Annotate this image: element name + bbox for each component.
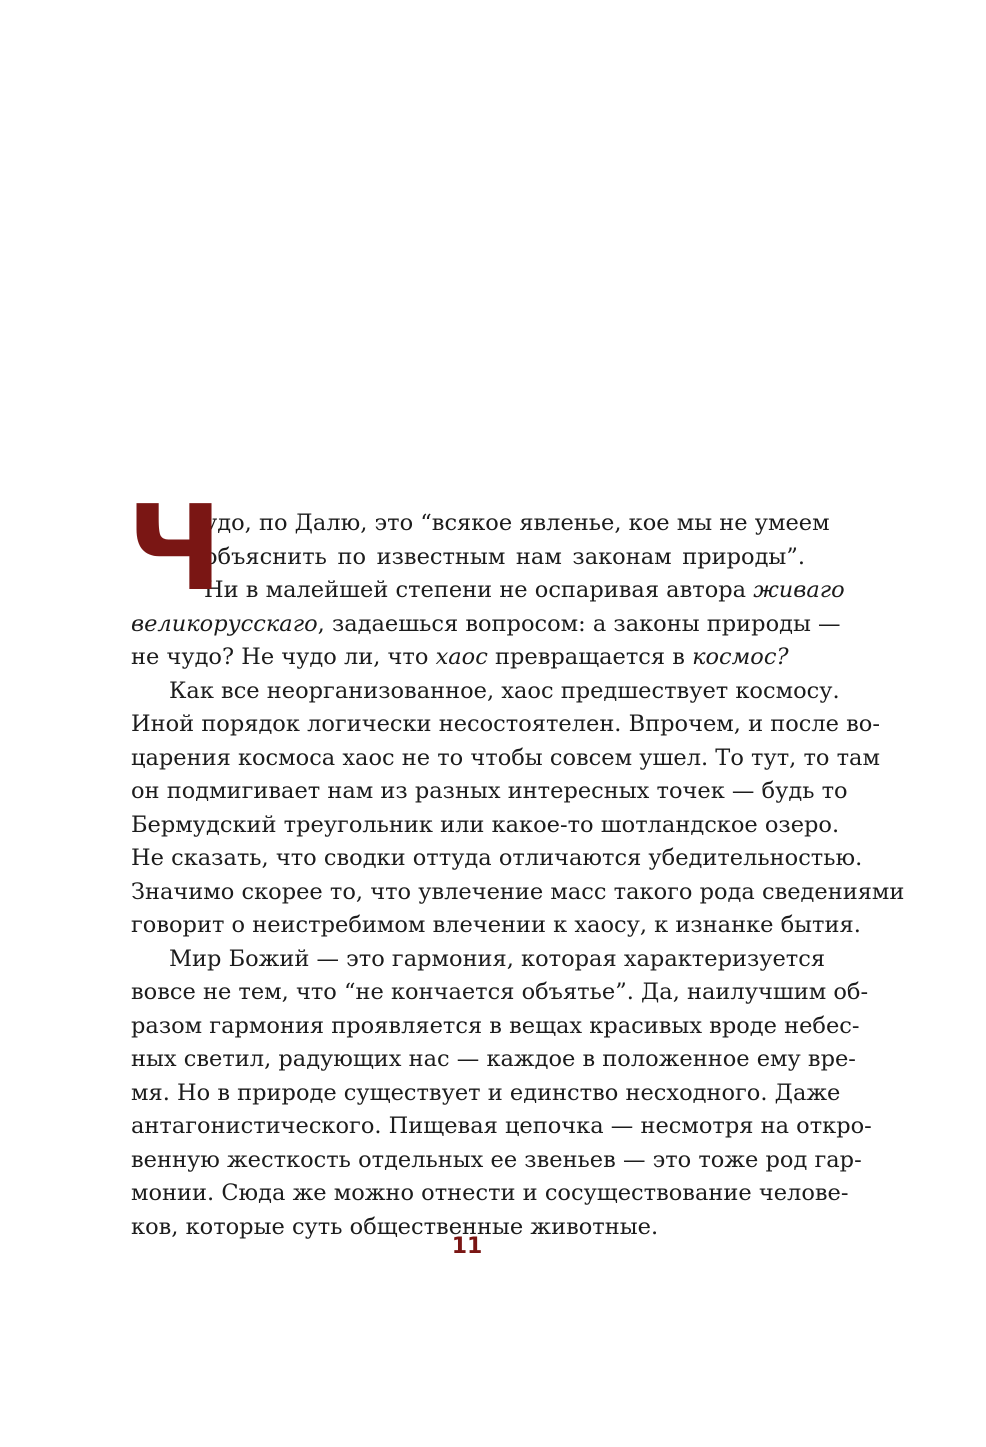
text-line xyxy=(131,775,848,809)
text-run: ков, которые суть общественные животные. xyxy=(131,1213,659,1240)
text-run: он подмигивает нам из разных интересных точек — будь то xyxy=(131,778,848,804)
text-line xyxy=(131,1010,860,1044)
drop-cap-letter: Ч xyxy=(127,479,221,617)
text-line xyxy=(131,641,805,675)
text-run: Бермудский треугольник или какое-то шотландское озеро. xyxy=(131,811,840,838)
text-line xyxy=(131,675,840,709)
text-run: монии. Сюда же можно отнести и сосуществование челове- xyxy=(131,1180,849,1206)
paragraph-2 xyxy=(131,675,905,943)
text-run: ных светил, радующих нас — каждое в положенное ему вре- xyxy=(131,1046,856,1072)
text-run: , задаешься вопросом: а законы природы — xyxy=(317,610,841,637)
text-run: объяснить по известным нам законам природы”. xyxy=(204,543,805,570)
text-line xyxy=(131,507,830,541)
text-run: говорит о неистребимом влечении к хаосу, к изнанке бытия. xyxy=(131,912,861,938)
text-line xyxy=(131,976,869,1010)
text-run: не чудо? Не чудо ли, что xyxy=(131,644,436,670)
text-line xyxy=(131,1177,849,1211)
text-run: венную жесткость отдельных ее звеньев — это тоже род гар- xyxy=(131,1146,862,1173)
text-run: антагонистического. Пищевая цепочка — несмотря на откро- xyxy=(131,1113,872,1139)
text-run: Значимо скорее то, что увлечение масс такого рода сведениями xyxy=(131,878,905,905)
text-line xyxy=(131,1144,862,1178)
text-line xyxy=(131,842,863,876)
text-run: Как все неорганизованное, хаос предшествует космосу. xyxy=(169,677,840,704)
text-line xyxy=(131,1043,856,1077)
text-run: разом гармония проявляется в вещах красивых вроде небес- xyxy=(131,1012,860,1039)
text-line xyxy=(131,541,805,575)
text-line xyxy=(131,574,845,608)
page-number: 11 xyxy=(451,1234,483,1259)
text-line xyxy=(131,708,880,742)
text-line xyxy=(131,809,840,843)
italic-text-run: космос? xyxy=(692,644,789,670)
text-run: Не сказать, что сводки оттуда отличаются убедительностью. xyxy=(131,845,863,871)
italic-text-run: хаос xyxy=(435,644,488,670)
body-text xyxy=(127,479,905,1244)
text-run: Ни в малейшей степени не оспаривая автора xyxy=(204,577,754,603)
italic-text-run: живаго xyxy=(753,577,845,603)
text-run: мя. Но в природе существует и единство несходного. Даже xyxy=(131,1079,841,1106)
paragraph-1 xyxy=(127,479,845,675)
text-run: превращается в xyxy=(487,644,693,670)
text-line xyxy=(131,876,905,910)
text-line xyxy=(131,1110,872,1144)
text-line xyxy=(131,742,880,776)
italic-text-run: великорусскаго xyxy=(131,610,318,637)
text-line xyxy=(131,943,826,977)
text-run: Мир Божий — это гармония, которая характеризуется xyxy=(169,945,826,972)
text-line xyxy=(131,1077,841,1111)
text-run: Иной порядок логически несостоятелен. Впрочем, и после во- xyxy=(131,711,880,737)
text-line xyxy=(131,608,841,642)
text-line xyxy=(131,909,861,943)
text-run: удо, по Далю, это “всякое явленье, кое мы не умеем xyxy=(204,510,830,536)
paragraph-3 xyxy=(131,943,872,1245)
text-run: царения космоса хаос не то чтобы совсем ушел. То тут, то там xyxy=(131,744,880,771)
text-run: вовсе не тем, что “не кончается объятье”. Да, наилучшим об- xyxy=(131,979,869,1005)
